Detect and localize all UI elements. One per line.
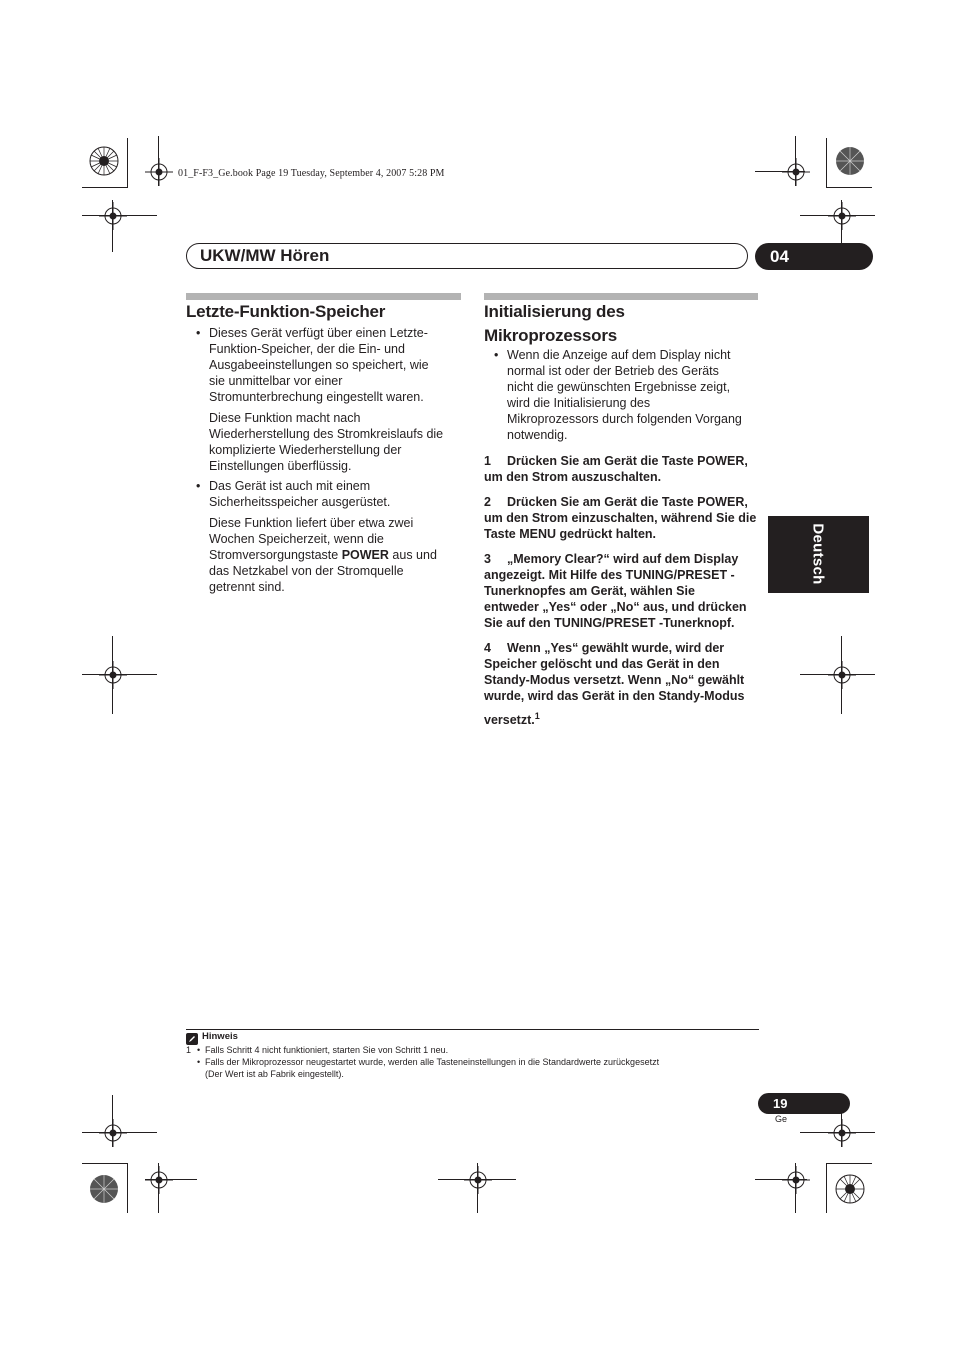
crosshair-icon: [782, 158, 810, 186]
left-bullet-2: [196, 478, 466, 510]
text-line: sie unmittelbar vor einer: [209, 374, 343, 388]
power-keyword: POWER: [341, 548, 389, 562]
section-title-left: Letzte-Funktion-Speicher: [186, 302, 386, 321]
note-text: Falls Schritt 4 nicht funktioniert, starten Sie von Schritt 1 neu.: [205, 1045, 449, 1055]
registration-circle-icon: [834, 1173, 866, 1205]
section-rule: [186, 293, 461, 300]
text-line: komplizierte Wiederherstellung der: [209, 443, 402, 457]
bullet-icon: •: [494, 348, 499, 362]
bullet-icon: •: [197, 1045, 201, 1055]
note-item: [186, 1044, 659, 1056]
step-line: entweder „Yes“ oder „No“ aus, und drücken: [484, 600, 747, 614]
note-text: Falls der Mikroprozessor neugestartet wurde, werden alle Tasteneinstellungen in die Standardwerte zurückgesetzt: [205, 1057, 660, 1067]
step-line: angezeigt. Mit Hilfe des TUNING/PRESET -: [484, 568, 735, 582]
text-line: [209, 547, 469, 563]
section-title-line: Initialisierung des: [484, 302, 625, 321]
step-text: Drücken Sie am Gerät die Taste POWER,: [507, 454, 748, 468]
crosshair-icon: [145, 1166, 173, 1194]
note-list: [186, 1044, 659, 1080]
footnote-ref[interactable]: 1: [534, 711, 540, 721]
bullet-icon: •: [196, 326, 201, 340]
crosshair-icon: [828, 661, 856, 689]
note-item: [186, 1056, 659, 1068]
crosshair-icon: [99, 661, 127, 689]
step-line: [484, 453, 764, 469]
crosshair-icon: [145, 158, 173, 186]
left-bullet-2-followup: [209, 515, 469, 595]
step-4: [484, 640, 764, 728]
step-line: Tunerknopfes am Gerät, wählen Sie: [484, 584, 695, 598]
note-text-continued: (Der Wert ist ab Fabrik eingestellt).: [205, 1069, 344, 1079]
text-line: Sicherheitsspeicher ausgerüstet.: [209, 495, 391, 509]
registration-circle-icon: [88, 145, 120, 177]
text-line: normal ist oder der Betrieb des Geräts: [507, 364, 719, 378]
step-2: [484, 494, 764, 542]
registration-circle-icon: [834, 145, 866, 177]
crosshair-icon: [828, 1119, 856, 1147]
text-line: Stromunterbrechung eingestellt waren.: [209, 390, 424, 404]
step-3: [484, 551, 764, 631]
text-line: Mikroprozessors durch folgenden Vorgang: [507, 412, 742, 426]
step-number: 1: [484, 454, 491, 468]
step-line: um den Strom einzuschalten, während Sie die: [484, 511, 757, 525]
text-line: wird die Initialisierung des: [507, 396, 651, 410]
registration-circle-icon: [88, 1173, 120, 1205]
section-title-right: [484, 300, 625, 348]
right-bullet: [494, 347, 764, 443]
crosshair-icon: [828, 202, 856, 230]
text-line: Diese Funktion liefert über etwa zwei: [209, 516, 414, 530]
step-text: Wenn „Yes“ gewählt wurde, wird der: [507, 641, 725, 655]
text-line: Ausgabeeinstellungen so speichert, wie: [209, 358, 429, 372]
text-line: getrennt sind.: [209, 580, 285, 594]
chapter-number: 04: [755, 243, 873, 270]
note-number: 1: [186, 1045, 192, 1055]
left-bullet-1-followup: [209, 410, 469, 474]
step-text: Drücken Sie am Gerät die Taste POWER,: [507, 495, 748, 509]
step-line: wurde, wird das Gerät in den Standy-Modus: [484, 689, 745, 703]
step-line: Standy-Modus versetzt. Wenn „No“ gewählt: [484, 673, 745, 687]
step-line: Sie auf den TUNING/PRESET -Tunerknopf.: [484, 616, 735, 630]
crosshair-icon: [99, 1119, 127, 1147]
step-line: Speicher gelöscht und das Gerät in den: [484, 657, 720, 671]
step-line: [484, 640, 764, 656]
step-number: 4: [484, 641, 491, 655]
crosshair-icon: [464, 1166, 492, 1194]
bullet-icon: •: [196, 479, 201, 493]
text-line: Das Gerät ist auch mit einem: [209, 479, 371, 493]
text-line: das Netzkabel von der Stromquelle: [209, 564, 404, 578]
step-line: [484, 494, 764, 510]
crosshair-icon: [99, 202, 127, 230]
file-header-info: 01_F-F3_Ge.book Page 19 Tuesday, September 4, 2007 5:28 PM: [178, 168, 445, 179]
text-line: Wenn die Anzeige auf dem Display nicht: [507, 348, 731, 362]
text-line: Diese Funktion macht nach: [209, 411, 361, 425]
step-line: um den Strom auszuschalten.: [484, 470, 662, 484]
text-line: Wochen Speicherzeit, wenn die: [209, 532, 384, 546]
text-line: notwendig.: [507, 428, 568, 442]
step-line: Taste MENU gedrückt halten.: [484, 527, 657, 541]
step-text: versetzt.: [484, 713, 535, 728]
page-number: 19: [758, 1093, 850, 1114]
bullet-icon: •: [197, 1057, 201, 1067]
language-tab-label: Deutsch: [809, 523, 827, 585]
crosshair-icon: [782, 1166, 810, 1194]
chapter-title: UKW/MW Hören: [200, 246, 330, 265]
note-heading: Hinweis: [202, 1031, 238, 1042]
page-language-code: Ge: [775, 1114, 788, 1124]
section-title-line: Mikroprozessors: [484, 326, 618, 345]
note-divider: [186, 1029, 759, 1030]
text-line: Funktion-Speicher, der die Ein- und: [209, 342, 405, 356]
text-line: Wiederherstellung des Stromkreislaufs die: [209, 427, 444, 441]
text-line: Einstellungen überflüssig.: [209, 459, 352, 473]
language-tab: [768, 516, 869, 593]
text-run: aus und: [388, 548, 437, 562]
step-number: 3: [484, 552, 491, 566]
text-line: Dieses Gerät verfügt über einen Letzte-: [209, 326, 428, 340]
step-1: [484, 453, 764, 485]
step-line: [484, 708, 764, 728]
step-text: „Memory Clear?“ wird auf dem Display: [507, 552, 739, 566]
text-run: Stromversorgungstaste: [209, 548, 342, 562]
text-line: nicht die gewünschten Ergebnisse zeigt,: [507, 380, 731, 394]
step-line: [484, 551, 764, 567]
left-bullet-1: [196, 325, 466, 405]
section-rule: [484, 293, 758, 300]
step-number: 2: [484, 495, 491, 509]
